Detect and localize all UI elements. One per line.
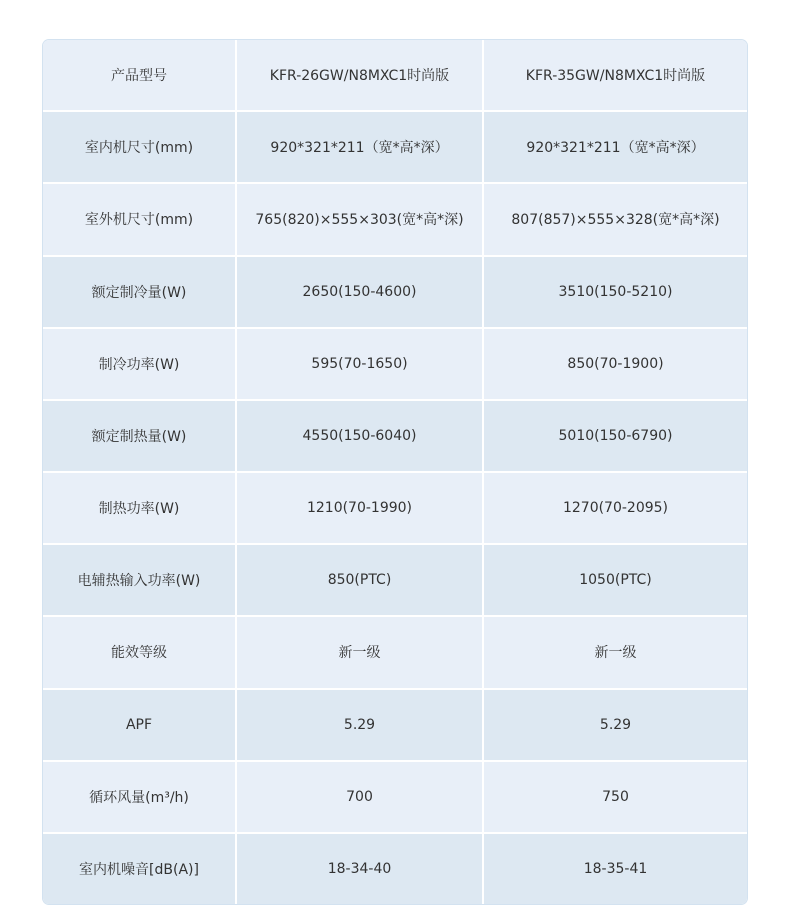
- table-row: [43, 834, 747, 904]
- model-1-value: KFR-26GW/N8MXC1时尚版: [235, 40, 482, 110]
- spec-table: [43, 40, 747, 904]
- model-1-value: 700: [235, 762, 482, 832]
- row-label: 制冷功率(W): [98, 356, 180, 373]
- model-1-value: 4550(150-6040): [235, 401, 482, 471]
- row-label: 制热功率(W): [98, 501, 180, 518]
- row-label: 额定制热量(W): [91, 428, 187, 445]
- model-2-value: 807(857)×555×328(宽*高*深): [482, 184, 747, 254]
- table-row: [43, 401, 747, 473]
- model-2-value: 5010(150-6790): [482, 401, 747, 471]
- model-2-value: 920*321*211（宽*高*深）: [482, 112, 747, 182]
- model-2-value: 5.29: [482, 690, 747, 760]
- table-row: [43, 762, 747, 834]
- table-row: [43, 545, 747, 617]
- model-2-value: 新一级: [482, 617, 747, 687]
- model-1-value: 850(PTC): [235, 545, 482, 615]
- model-2-value: 750: [482, 762, 747, 832]
- row-label: 能效等级: [111, 645, 167, 662]
- table-row: [43, 184, 747, 256]
- row-label: 循环风量(m³/h): [89, 789, 189, 806]
- row-label: 室内机尺寸(mm): [84, 140, 194, 157]
- table-row: [43, 690, 747, 762]
- table-row: [43, 257, 747, 329]
- row-label: 室内机噪音[dB(A)]: [79, 861, 199, 878]
- table-row: [43, 112, 747, 184]
- model-2-value: 18-35-41: [482, 834, 747, 904]
- model-2-value: 850(70-1900): [482, 329, 747, 399]
- model-1-value: 1210(70-1990): [235, 473, 482, 543]
- model-2-value: 1270(70-2095): [482, 473, 747, 543]
- model-1-value: 5.29: [235, 690, 482, 760]
- model-1-value: 2650(150-4600): [235, 257, 482, 327]
- table-row: [43, 329, 747, 401]
- row-label: 电辅热输入功率(W): [77, 573, 201, 590]
- table-row: [43, 473, 747, 545]
- model-1-value: 新一级: [235, 617, 482, 687]
- row-label: APF: [125, 716, 153, 733]
- model-1-value: 595(70-1650): [235, 329, 482, 399]
- table-row: [43, 617, 747, 689]
- row-label: 额定制冷量(W): [91, 284, 187, 301]
- row-label: 产品型号: [111, 68, 167, 85]
- model-2-value: KFR-35GW/N8MXC1时尚版: [482, 40, 747, 110]
- model-1-value: 18-34-40: [235, 834, 482, 904]
- model-2-value: 3510(150-5210): [482, 257, 747, 327]
- model-1-value: 920*321*211（宽*高*深）: [235, 112, 482, 182]
- model-1-value: 765(820)×555×303(宽*高*深): [235, 184, 482, 254]
- model-2-value: 1050(PTC): [482, 545, 747, 615]
- table-row: [43, 40, 747, 112]
- row-label: 室外机尺寸(mm): [84, 212, 194, 229]
